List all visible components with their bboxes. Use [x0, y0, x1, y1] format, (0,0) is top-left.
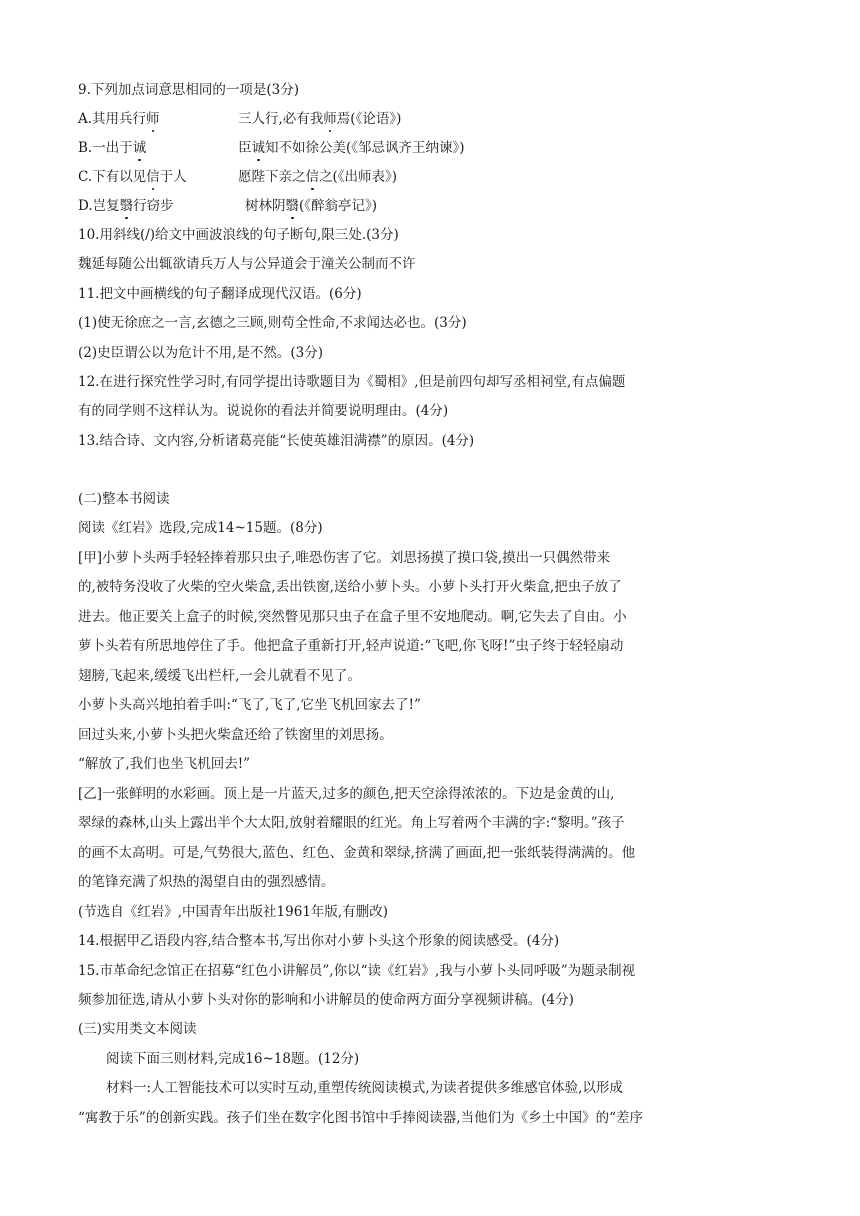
passage-jia-line: 进去。他正要关上盒子的时候,突然瞥见那只虫子在盒子里不安地爬动。啊,它失去了自由。小	[78, 609, 627, 625]
passage-yi-line: 的画不太高明。可是,气势很大,蓝色、红色、金黄和翠绿,挤满了画面,把一张纸装得满满的。他	[78, 845, 636, 861]
q9-option-c-right: 愿陛下亲之信之(《出师表》)	[238, 169, 398, 185]
passage-source: (节选自《红岩》,中国青年出版社1961年版,有删改)	[78, 904, 388, 920]
passage-jia-line: “解放了,我们也坐飞机回去!”	[78, 756, 251, 772]
passage-jia-line: 翅膀,飞起来,缓缓飞出栏杆,一会儿就看不见了。	[78, 668, 361, 684]
emphasis-dot-char: 翳	[119, 198, 134, 214]
passage-yi-line: 的笔锋充满了炽热的渴望自由的强烈感情。	[78, 874, 335, 890]
passage-yi-line: 翠绿的森林,山头上露出半个大太阳,放射着耀眼的红光。角上写着两个丰满的字:“黎明。”孩子	[78, 815, 625, 831]
q10-sentence: 魏延每随公出辄欲请兵万人与公异道会于潼关公制而不许	[78, 256, 416, 272]
q13-stem: 13.结合诗、文内容,分析诸葛亮能“长使英雄泪满襟”的原因。(4分)	[78, 433, 475, 449]
q9-option-d-right: 树林阴翳(《醉翁亭记》)	[245, 198, 378, 214]
emphasis-dot-char: 信	[305, 169, 319, 185]
q9-option-c-left: C.下有以见信于人	[78, 169, 187, 185]
q9-option-b-right: 臣诚知不如徐公美(《邹忌讽齐王纳谏》)	[238, 140, 465, 156]
q9-stem: 9.下列加点词意思相同的一项是(3分)	[78, 82, 300, 98]
passage-jia-line: 萝卜头若有所思地停住了手。他把盒子重新打开,轻声说道:“飞吧,你飞呀!”虫子终于轻轻扇动	[78, 638, 624, 654]
q14-stem: 14.根据甲乙语段内容,结合整本书,写出你对小萝卜头这个形象的阅读感受。(4分)	[78, 933, 560, 949]
q11-item-1: (1)使无徐庶之一言,玄德之三顾,则苟全性命,不求闻达必也。(3分)	[78, 315, 467, 331]
q9-option-a-left: A.其用兵行师	[78, 111, 160, 127]
q11-stem: 11.把文中画横线的句子翻译成现代汉语。(6分)	[78, 286, 362, 302]
q15-line-1: 15.市革命纪念馆正在招募“红色小讲解员”,你以“读《红岩》,我与小萝卜头同呼吸”为题录制视	[78, 963, 636, 979]
section3-intro: 阅读下面三则材料,完成16~18题。(12分)	[106, 1051, 360, 1067]
q9-option-d-left: D.岂复翳行窃步	[78, 198, 174, 214]
section2-title: (二)整本书阅读	[78, 491, 170, 507]
passage-jia-line: 小萝卜头高兴地拍着手叫:“飞了,飞了,它坐飞机回家去了!”	[78, 697, 421, 713]
passage-yi-line: [乙]一张鲜明的水彩画。顶上是一片蓝天,过多的颜色,把天空涂得浓浓的。下边是金黄的山,	[78, 786, 615, 802]
section3-title: (三)实用类文本阅读	[78, 1021, 197, 1037]
q9-option-a-right: 三人行,必有我师焉(《论语》)	[238, 111, 402, 127]
emphasis-dot-char: 翳	[285, 198, 299, 214]
emphasis-dot-char: 师	[323, 111, 337, 127]
emphasis-dot-char: 师	[146, 111, 160, 127]
emphasis-dot-char: 信	[146, 169, 160, 185]
q11-item-2: (2)史臣谓公以为危计不用,是不然。(3分)	[78, 345, 324, 361]
emphasis-dot-char: 诚	[132, 140, 147, 156]
q12-line-1: 12.在进行探究性学习时,有同学提出诗歌题目为《蜀相》,但是前四句却写丞相祠堂,有点偏题	[78, 374, 626, 390]
section2-intro: 阅读《红岩》选段,完成14~15题。(8分)	[78, 520, 323, 536]
q9-option-b-left: B.一出于诚	[78, 140, 147, 156]
material-1-line-2: “寓教于乐”的创新实践。孩子们坐在数字化图书馆中手捧阅读器,当他们为《乡土中国》的“差序	[78, 1110, 643, 1126]
q10-stem: 10.用斜线(/)给文中画波浪线的句子断句,限三处.(3分)	[78, 227, 399, 243]
passage-jia-line: 的,被特务没收了火柴的空火柴盒,丢出铁窗,送给小萝卜头。小萝卜头打开火柴盒,把虫子放了	[78, 579, 622, 595]
emphasis-dot-char: 诚	[251, 140, 265, 156]
passage-jia-line: [甲]小萝卜头两手轻轻捧着那只虫子,唯恐伤害了它。刘思扬摸了摸口袋,摸出一只偶然带来	[78, 550, 611, 566]
q15-line-2: 频参加征选,请从小萝卜头对你的影响和小讲解员的使命两方面分享视频讲稿。(4分)	[78, 992, 574, 1008]
passage-jia-line: 回过头来,小萝卜头把火柴盒还给了铁窗里的刘思扬。	[78, 727, 393, 743]
q12-line-2: 有的同学则不这样认为。说说你的看法并简要说明理由。(4分)	[78, 403, 449, 419]
material-1-line-1: 材料一:人工智能技术可以实时互动,重塑传统阅读模式,为读者提供多维感官体验,以形成	[106, 1080, 623, 1096]
